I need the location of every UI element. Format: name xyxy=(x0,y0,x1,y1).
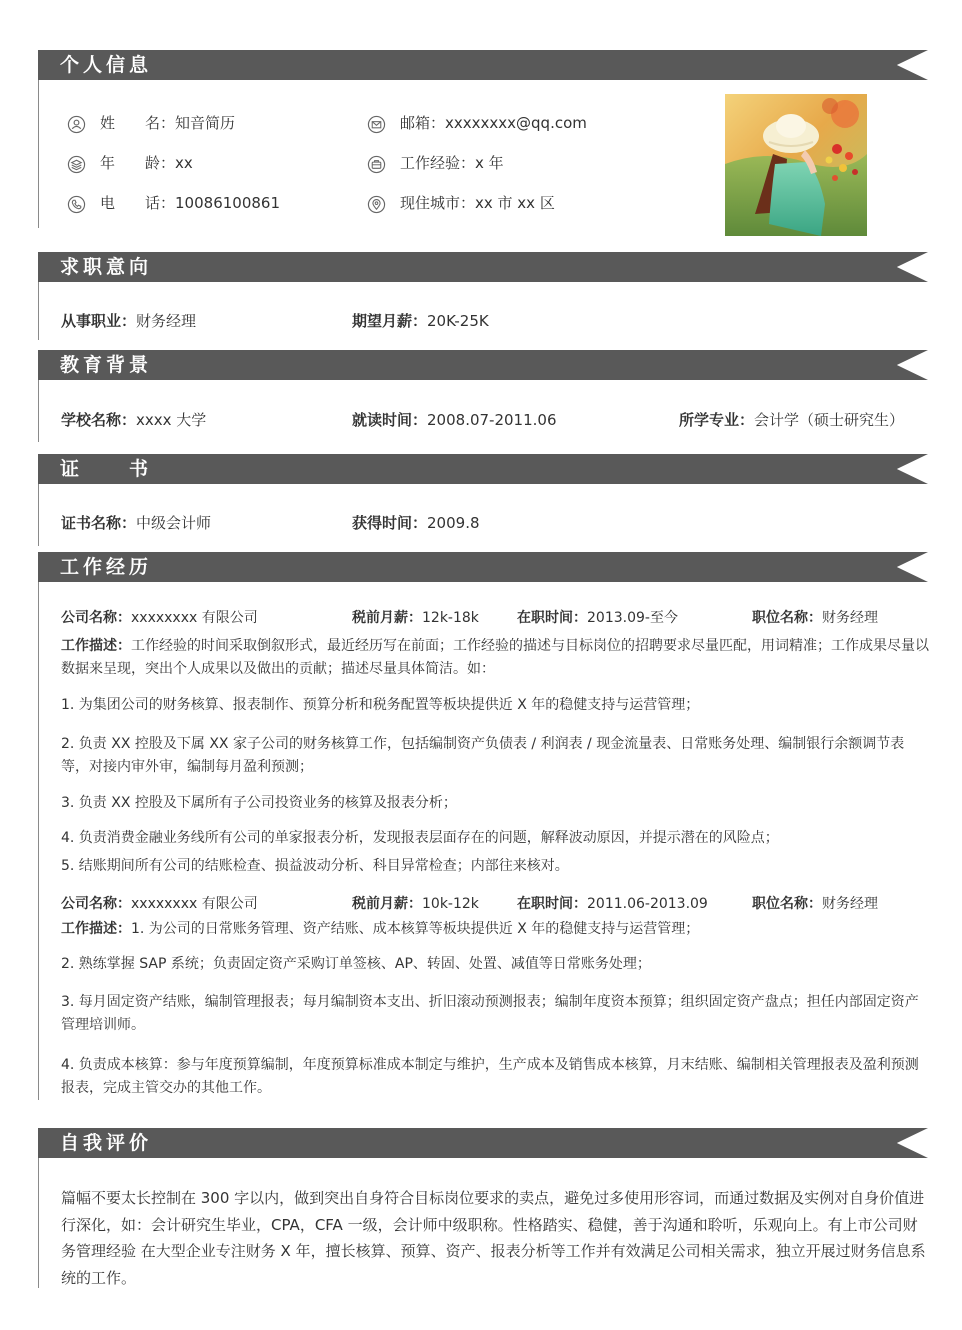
name-label: 姓 名： xyxy=(100,114,176,132)
email-label: 邮箱： xyxy=(400,114,446,132)
salary-label: 税前月薪： xyxy=(352,896,422,912)
phone-icon xyxy=(67,195,86,214)
job-value: 财务经理 xyxy=(136,312,197,330)
city-value: xx 市 xx 区 xyxy=(475,194,555,212)
job-label: 从事职业： xyxy=(61,312,137,330)
job2-item-2: 3. 每月固定资产结账，编制管理报表；每月编制资本支出、折旧滚动预测报表；编制年度资本预算；组织固定资产盘点；担任内部固定资产管理培训师。 xyxy=(61,994,919,1033)
salary-value: 12k-18k xyxy=(422,610,479,626)
section-title: 自我评价 xyxy=(60,1132,153,1154)
cert-time-label: 获得时间： xyxy=(352,514,428,532)
name-value: 知音简历 xyxy=(175,114,236,132)
title-value: 财务经理 xyxy=(822,896,878,912)
phone-field xyxy=(100,193,280,213)
study-time-label: 就读时间： xyxy=(352,411,428,429)
section-title: 工作经历 xyxy=(60,556,153,578)
job2-title xyxy=(752,894,878,914)
job1-description xyxy=(61,635,929,681)
period-value: 2013.09-至今 xyxy=(587,610,678,626)
cert-name-value: 中级会计师 xyxy=(136,514,212,532)
section-title: 个人信息 xyxy=(60,54,153,76)
job1-item-3: 3. 负责 XX 控股及下属所有子公司投资业务的核算及报表分析； xyxy=(61,795,457,811)
title-label: 职位名称： xyxy=(752,610,822,626)
school-field xyxy=(61,410,206,430)
job1-item-1: 1. 为集团公司的财务核算、报表制作、预算分析和税务配置等板块提供近 X 年的稳健支持与运营管理； xyxy=(61,697,700,713)
title-label: 职位名称： xyxy=(752,896,822,912)
major-field xyxy=(679,410,904,430)
period-label: 在职时间： xyxy=(517,896,587,912)
section-title: 求职意向 xyxy=(60,256,153,278)
section-rail xyxy=(38,552,39,1100)
layers-icon xyxy=(67,155,86,174)
city-field xyxy=(400,193,555,213)
major-value: 会计学（硕士研究生） xyxy=(754,411,905,429)
location-icon xyxy=(367,195,386,214)
section-header xyxy=(38,552,928,582)
cert-time-value: 2009.8 xyxy=(427,514,480,532)
section-title: 教育背景 xyxy=(60,354,153,376)
salary-field xyxy=(352,311,489,331)
description-text: 工作经验的时间采取倒叙形式，最近经历写在前面；工作经验的描述与目标岗位的招聘要求尽量匹配，用词精准；工作成果尽量以数据来呈现，突出个人成果以及做出的贡献；描述尽量具体简洁。如： xyxy=(61,638,929,677)
job2-company xyxy=(61,894,258,914)
title-value: 财务经理 xyxy=(822,610,878,626)
experience-field xyxy=(400,153,504,173)
profile-photo xyxy=(725,94,867,236)
company-value: xxxxxxxx 有限公司 xyxy=(131,896,258,912)
job-field xyxy=(61,311,196,331)
company-label: 公司名称： xyxy=(61,896,131,912)
briefcase-icon xyxy=(367,155,386,174)
section-header xyxy=(38,252,928,282)
salary-value: 10k-12k xyxy=(422,896,479,912)
job1-title xyxy=(752,608,878,628)
job1-period xyxy=(517,608,678,628)
job2-item-1: 2. 熟练掌握 SAP 系统；负责固定资产采购订单签核、AP、转固、处置、减值等日常账务处理； xyxy=(61,956,651,972)
job2-item-3: 4. 负责成本核算：参与年度预算编制，年度预算标准成本制定与维护，生产成本及销售成本核算，月末结账、编制相关管理报表及盈利预测报表，完成主管交办的其他工作。 xyxy=(61,1057,919,1096)
company-label: 公司名称： xyxy=(61,610,131,626)
period-value: 2011.06-2013.09 xyxy=(587,896,708,912)
email-field xyxy=(400,113,587,133)
mail-icon xyxy=(367,115,386,134)
phone-label: 电 话： xyxy=(100,194,176,212)
description-text: 1. 为公司的日常账务管理、资产结账、成本核算等板块提供近 X 年的稳健支持与运营管理； xyxy=(131,921,700,937)
description-label: 工作描述： xyxy=(61,921,131,937)
school-label: 学校名称： xyxy=(61,411,137,429)
experience-value: x 年 xyxy=(475,154,504,172)
job1-item-2: 2. 负责 XX 控股及下属 XX 家子公司的财务核算工作，包括编制资产负债表 / 利润表 / 现金流量表、日常账务处理、编制银行余额调节表等，对接内审外审，编制每月盈利预测； xyxy=(61,736,905,775)
period-label: 在职时间： xyxy=(517,610,587,626)
job2-salary xyxy=(352,894,479,914)
study-time-value: 2008.07-2011.06 xyxy=(427,411,557,429)
phone-value: 10086100861 xyxy=(175,194,280,212)
age-label: 年 龄： xyxy=(100,154,176,172)
salary-label: 期望月薪： xyxy=(352,312,428,330)
section-header xyxy=(38,1128,928,1158)
cert-name-field xyxy=(61,513,211,533)
major-label: 所学专业： xyxy=(679,411,755,429)
age-value: xx xyxy=(175,154,193,172)
job1-item-5: 5. 结账期间所有公司的结账检查、损益波动分析、科目异常检查；内部往来核对。 xyxy=(61,858,569,874)
job1-item-4: 4. 负责消费金融业务线所有公司的单家报表分析，发现报表层面存在的问题，解释波动原因，并提示潜在的风险点； xyxy=(61,830,779,846)
company-value: xxxxxxxx 有限公司 xyxy=(131,610,258,626)
self-evaluation-text: 篇幅不要太长控制在 300 字以内，做到突出自身符合目标岗位要求的卖点，避免过多使用形容词，而通过数据及实例对自身价值进行深化，如：会计研究生毕业，CPA，CFA 一级，会计师中级职称。性格踏实、稳健，善于沟通和聆听，乐观向上。有上市公司财务管理经验 在大型企业专注财务 X 年，擅长核算、预算、资产、报表分析等工作并有效满足公司相关需求，独立开展过财务信息系统的工作。 xyxy=(61,1189,926,1287)
job2-period xyxy=(517,894,708,914)
job2-description xyxy=(61,918,929,941)
city-label: 现住城市： xyxy=(400,194,476,212)
salary-label: 税前月薪： xyxy=(352,610,422,626)
email-value: xxxxxxxx@qq.com xyxy=(445,114,587,132)
age-field xyxy=(100,153,193,173)
job1-salary xyxy=(352,608,479,628)
section-header xyxy=(38,50,928,80)
name-field xyxy=(100,113,235,133)
section-header xyxy=(38,350,928,380)
job1-company xyxy=(61,608,258,628)
cert-name-label: 证书名称： xyxy=(61,514,137,532)
cert-time-field xyxy=(352,513,480,533)
experience-label: 工作经验： xyxy=(400,154,476,172)
section-title: 证 书 xyxy=(60,458,153,480)
description-label: 工作描述： xyxy=(61,638,131,654)
study-time-field xyxy=(352,410,557,430)
section-header xyxy=(38,454,928,484)
salary-value: 20K-25K xyxy=(427,312,489,330)
school-value: xxxx 大学 xyxy=(136,411,207,429)
person-icon xyxy=(67,115,86,134)
